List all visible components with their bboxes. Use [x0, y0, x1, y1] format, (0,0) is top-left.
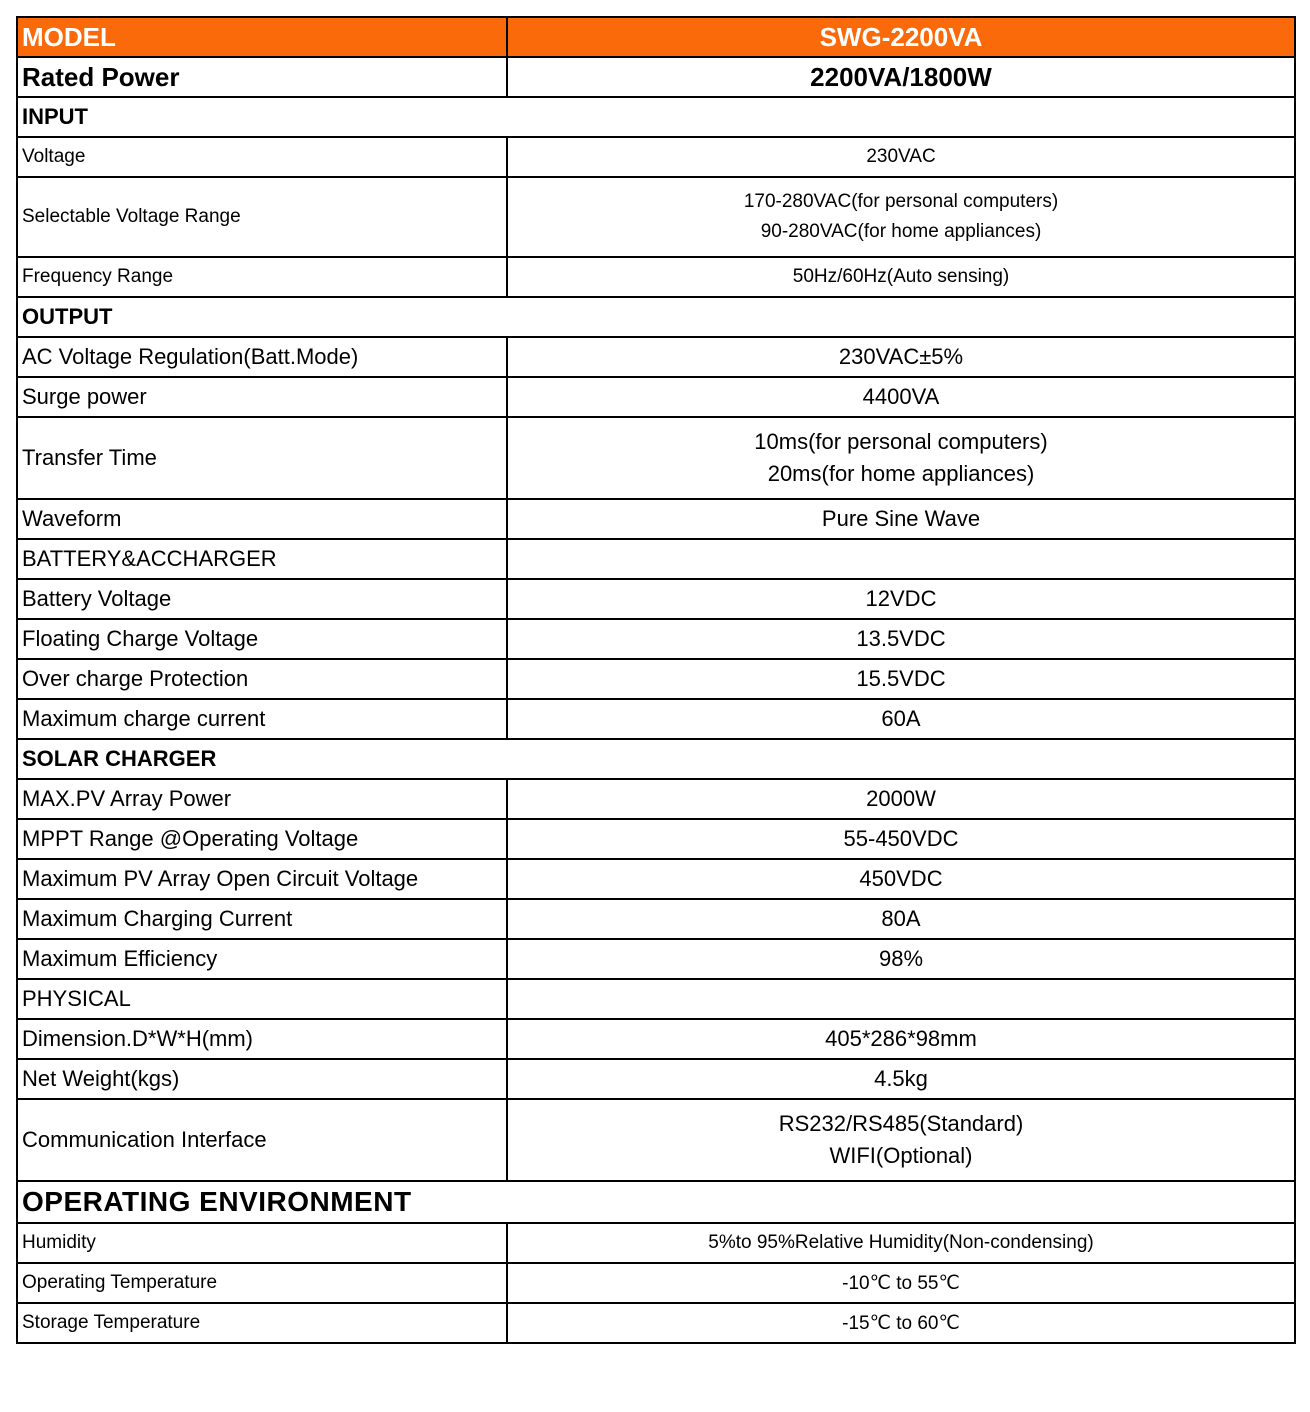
spec-label: Storage Temperature [17, 1303, 507, 1343]
spec-label: Maximum charge current [17, 699, 507, 739]
section-title: BATTERY&ACCHARGER [17, 539, 507, 579]
empty-cell [507, 979, 1295, 1019]
spec-value-line: 90-280VAC(for home appliances) [760, 221, 1042, 242]
spec-label: Surge power [17, 377, 507, 417]
table-row [17, 1099, 1295, 1181]
section-output [17, 297, 1295, 337]
section-physical [17, 979, 1295, 1019]
spec-value-line: WIFI(Optional) [829, 1143, 973, 1168]
spec-value: 230VAC [507, 137, 1295, 177]
spec-label: Humidity [17, 1223, 507, 1263]
spec-value: 4.5kg [507, 1059, 1295, 1099]
section-title: INPUT [17, 97, 1295, 137]
spec-value: -10℃ to 55℃ [507, 1263, 1295, 1303]
spec-label: Dimension.D*W*H(mm) [17, 1019, 507, 1059]
spec-label: Waveform [17, 499, 507, 539]
spec-value: 60A [507, 699, 1295, 739]
spec-label: Net Weight(kgs) [17, 1059, 507, 1099]
section-title: SOLAR CHARGER [17, 739, 1295, 779]
spec-label: Battery Voltage [17, 579, 507, 619]
table-row [17, 1019, 1295, 1059]
spec-value: 230VAC±5% [507, 337, 1295, 377]
table-row [17, 1059, 1295, 1099]
table-row [17, 177, 1295, 257]
spec-label: Floating Charge Voltage [17, 619, 507, 659]
spec-value: 4400VA [507, 377, 1295, 417]
spec-label: Maximum Charging Current [17, 899, 507, 939]
spec-value: 5%to 95%Relative Humidity(Non-condensing) [507, 1223, 1295, 1263]
spec-value: 12VDC [507, 579, 1295, 619]
rated-power-row [17, 57, 1295, 97]
section-title: OPERATING ENVIRONMENT [17, 1181, 1295, 1223]
spec-value: 50Hz/60Hz(Auto sensing) [507, 257, 1295, 297]
section-title: PHYSICAL [17, 979, 507, 1019]
spec-value: 15.5VDC [507, 659, 1295, 699]
spec-label: Operating Temperature [17, 1263, 507, 1303]
table-row [17, 137, 1295, 177]
rated-power-value: 2200VA/1800W [507, 57, 1295, 97]
spec-table [16, 16, 1296, 1344]
spec-value-line: 20ms(for home appliances) [767, 461, 1035, 486]
spec-label: Voltage [17, 137, 507, 177]
spec-value: Pure Sine Wave [507, 499, 1295, 539]
table-row [17, 1303, 1295, 1343]
spec-label: AC Voltage Regulation(Batt.Mode) [17, 337, 507, 377]
header-row [17, 17, 1295, 57]
spec-label: Communication Interface [17, 1099, 507, 1181]
spec-value: 450VDC [507, 859, 1295, 899]
spec-label: Maximum PV Array Open Circuit Voltage [17, 859, 507, 899]
spec-value: 2000W [507, 779, 1295, 819]
spec-value: 80A [507, 899, 1295, 939]
table-row [17, 499, 1295, 539]
spec-label: MPPT Range @Operating Voltage [17, 819, 507, 859]
table-row [17, 699, 1295, 739]
table-row [17, 779, 1295, 819]
table-row [17, 377, 1295, 417]
spec-label: Maximum Efficiency [17, 939, 507, 979]
table-row [17, 939, 1295, 979]
table-row [17, 337, 1295, 377]
spec-value-line: RS232/RS485(Standard) [778, 1111, 1024, 1136]
table-row [17, 619, 1295, 659]
table-row [17, 417, 1295, 499]
section-input [17, 97, 1295, 137]
spec-label: Selectable Voltage Range [17, 177, 507, 257]
spec-label: MAX.PV Array Power [17, 779, 507, 819]
spec-value-line: 10ms(for personal computers) [754, 429, 1048, 454]
spec-value [507, 417, 1295, 499]
table-row [17, 819, 1295, 859]
spec-value: -15℃ to 60℃ [507, 1303, 1295, 1343]
model-label: MODEL [17, 17, 507, 57]
section-title: OUTPUT [17, 297, 1295, 337]
spec-value [507, 177, 1295, 257]
empty-cell [507, 539, 1295, 579]
spec-value-line: 170-280VAC(for personal computers) [743, 191, 1059, 212]
table-row [17, 1223, 1295, 1263]
section-solar [17, 739, 1295, 779]
table-row [17, 659, 1295, 699]
section-battery [17, 539, 1295, 579]
spec-value [507, 1099, 1295, 1181]
spec-label: Over charge Protection [17, 659, 507, 699]
spec-label: Frequency Range [17, 257, 507, 297]
table-row [17, 257, 1295, 297]
spec-value: 55-450VDC [507, 819, 1295, 859]
rated-power-label: Rated Power [17, 57, 507, 97]
table-row [17, 579, 1295, 619]
spec-value: 13.5VDC [507, 619, 1295, 659]
table-row [17, 899, 1295, 939]
spec-label: Transfer Time [17, 417, 507, 499]
table-row [17, 859, 1295, 899]
table-row [17, 1263, 1295, 1303]
spec-value: 98% [507, 939, 1295, 979]
section-environment [17, 1181, 1295, 1223]
model-value: SWG-2200VA [507, 17, 1295, 57]
spec-value: 405*286*98mm [507, 1019, 1295, 1059]
